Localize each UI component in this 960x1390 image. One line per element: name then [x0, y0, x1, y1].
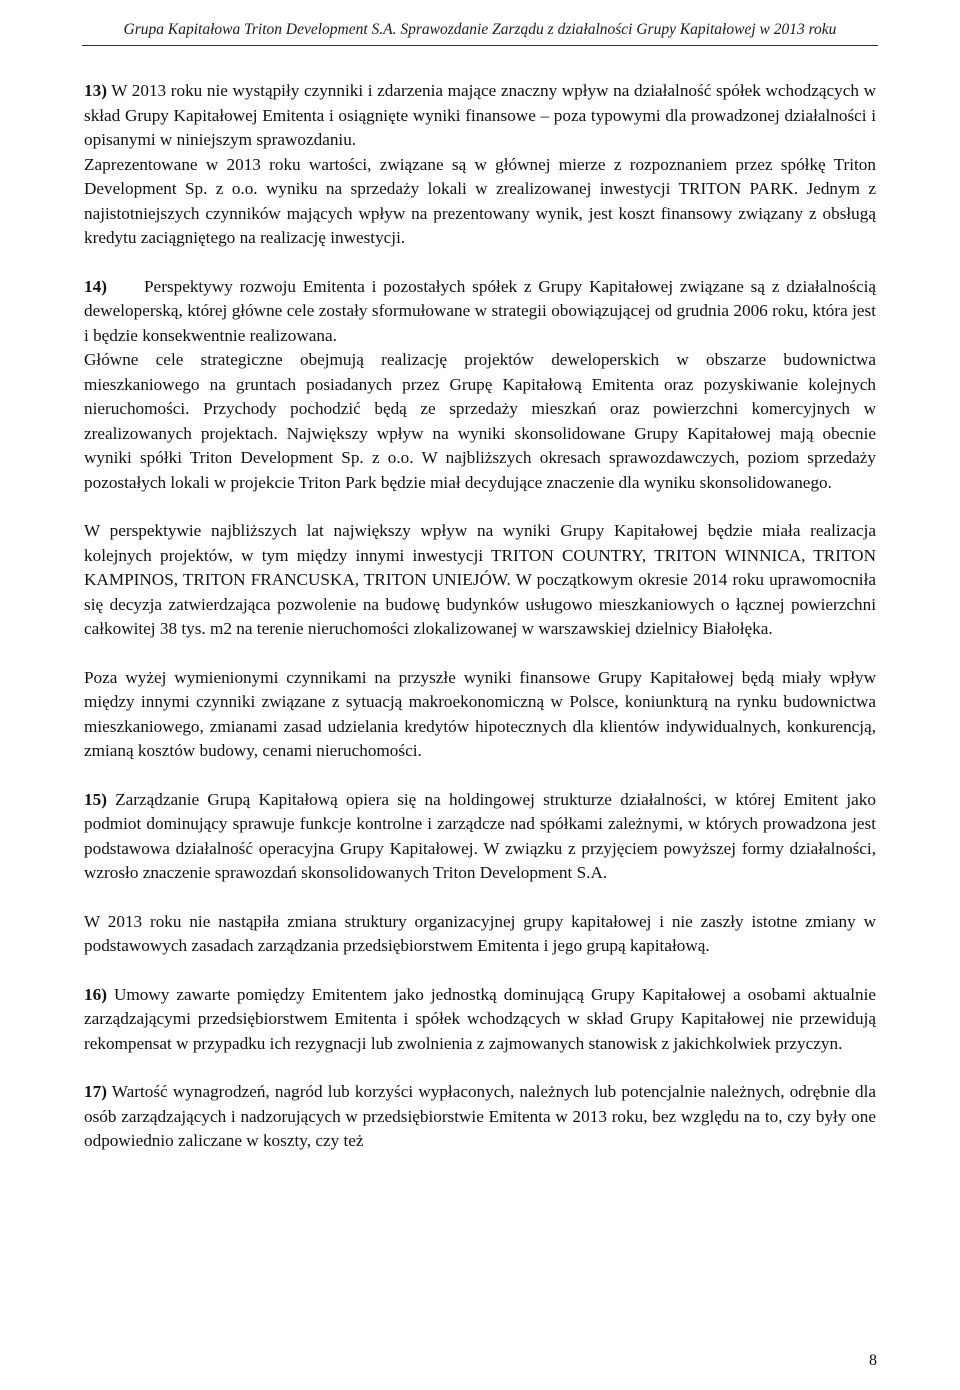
document-body [84, 79, 876, 1178]
section-13-text-1: W 2013 roku nie wystąpiły czynniki i zdarzenia mające znaczny wpływ na działalność spółek wchodzących w skład Grupy Kapitałowej Emitenta i osiągnięte wyniki finansowe – poza typowymi dla prowadzonej działalności i opisanymi w niniejszym sprawozdaniu. [84, 81, 876, 149]
section-16-paragraph-1 [84, 983, 876, 1057]
page-header [0, 21, 960, 39]
section-15-paragraph-2: W 2013 roku nie nastąpiła zmiana struktury organizacyjnej grupy kapitałowej i nie zaszły istotne zmiany w podstawowych zasadach zarządzania przedsiębiorstwem Emitenta i jego grupą kapitałową. [84, 911, 876, 955]
header-rule [82, 45, 878, 46]
section-17-paragraph-1 [84, 1080, 876, 1154]
section-14-paragraph-3: W perspektywie najbliższych lat największy wpływ na wyniki Grupy Kapitałowej będzie miała realizacja kolejnych projektów, w tym między innymi inwestycji TRITON COUNTRY, TRITON WINNICA, TRITON KAMPINOS, TRITON FRANCUSKA, TRITON UNIEJÓW. W początkowym okresie 2014 roku uprawomocniła się decyzja zatwierdzająca pozwolenie na budowę budynków usługowo mieszkaniowych o łącznej powierzchni całkowitej 38 tys. m2 na terenie nieruchomości zlokalizowanej w warszawskiej dzielnicy Białołęka. [84, 521, 876, 638]
section-14-paragraph-2: Główne cele strategiczne obejmują realizację projektów deweloperskich w obszarze budownictwa mieszkaniowego na gruntach posiadanych przez Grupę Kapitałową Emitenta oraz pozyskiwanie kolejnych nieruchomości. Przychody pochodzić będą ze sprzedaży mieszkań oraz powierzchni komercyjnych w zrealizowanych projektach. Największy wpływ na wyniki skonsolidowane Grupy Kapitałowej mają obecnie wyniki spółki Triton Development Sp. z o.o. W najbliższych okresach sprawozdawczych, poziom sprzedaży pozostałych lokali w projekcie Triton Park będzie miał decydujące znaczenie dla wyniku skonsolidowanego. [84, 350, 876, 492]
page-number: 8 [869, 1352, 877, 1369]
section-13-paragraph-1 [84, 79, 876, 153]
section-16-number: 16) [84, 984, 107, 1004]
section-17-number: 17) [84, 1082, 107, 1101]
section-14-paragraph-1 [84, 275, 876, 349]
section-16-text-1: Umowy zawarte pomiędzy Emitentem jako jednostką dominującą Grupy Kapitałowej a osobami aktualnie zarządzającymi przedsiębiorstwem Emitenta i spółek wchodzących w skład Grupy Kapitałowej nie przewidują rekompensat w przypadku ich rezygnacji lub zwolnienia z zajmowanych stanowisk z jakichkolwiek przyczyn. [84, 984, 876, 1053]
section-15-number: 15) [84, 789, 107, 809]
section-15-paragraph-1 [84, 788, 876, 886]
header-title: Grupa Kapitałowa Triton Development S.A. Sprawozdanie Zarządu z działalności Grupy Kapitałowej w 2013 roku [123, 21, 837, 38]
section-15-text-1: Zarządzanie Grupą Kapitałową opiera się na holdingowej strukturze działalności, w której Emitent jako podmiot dominujący sprawuje funkcje kontrolne i zarządcze nad spółkami zależnymi, w których prowadzona jest podstawowa działalność operacyjna Grupy Kapitałowej. W związku z przyjęciem powyższej formy działalności, wzrosło znaczenie sprawozdań skonsolidowanych Triton Development S.A. [84, 789, 876, 882]
section-17-text-1: Wartość wynagrodzeń, nagród lub korzyści wypłaconych, należnych lub potencjalnie należnych, odrębnie dla osób zarządzających i nadzorujących w przedsiębiorstwie Emitenta w 2013 roku, bez względu na to, czy były one odpowiednio zaliczane w koszty, czy też [84, 1082, 876, 1150]
section-14-paragraph-4: Poza wyżej wymienionymi czynnikami na przyszłe wyniki finansowe Grupy Kapitałowej będą miały wpływ między innymi czynniki związane z sytuacją makroekonomiczną w Polsce, koniunkturą na rynku budownictwa mieszkaniowego, zmianami zasad udzielania kredytów hipotecznych dla klientów indywidualnych, konkurencją, zmianą kosztów budowy, cenami nieruchomości. [84, 667, 876, 760]
section-13-paragraph-2: Zaprezentowane w 2013 roku wartości, związane są w głównej mierze z rozpoznaniem przez spółkę Triton Development Sp. z o.o. wyniku na sprzedaży lokali w zrealizowanej inwestycji TRITON PARK. Jednym z najistotniejszych czynników mających wpływ na prezentowany wynik, jest koszt finansowy związany z obsługą kredytu zaciągniętego na realizację inwestycji. [84, 154, 876, 247]
section-14-number: 14) [84, 276, 107, 296]
section-13-number: 13) [84, 81, 107, 100]
section-14-text-1: Perspektywy rozwoju Emitenta i pozostałych spółek z Grupy Kapitałowej związane są z działalnością deweloperską, której główne cele zostały sformułowane w strategii obowiązującej od grudnia 2006 roku, która jest i będzie konsekwentnie realizowana. [84, 276, 876, 345]
